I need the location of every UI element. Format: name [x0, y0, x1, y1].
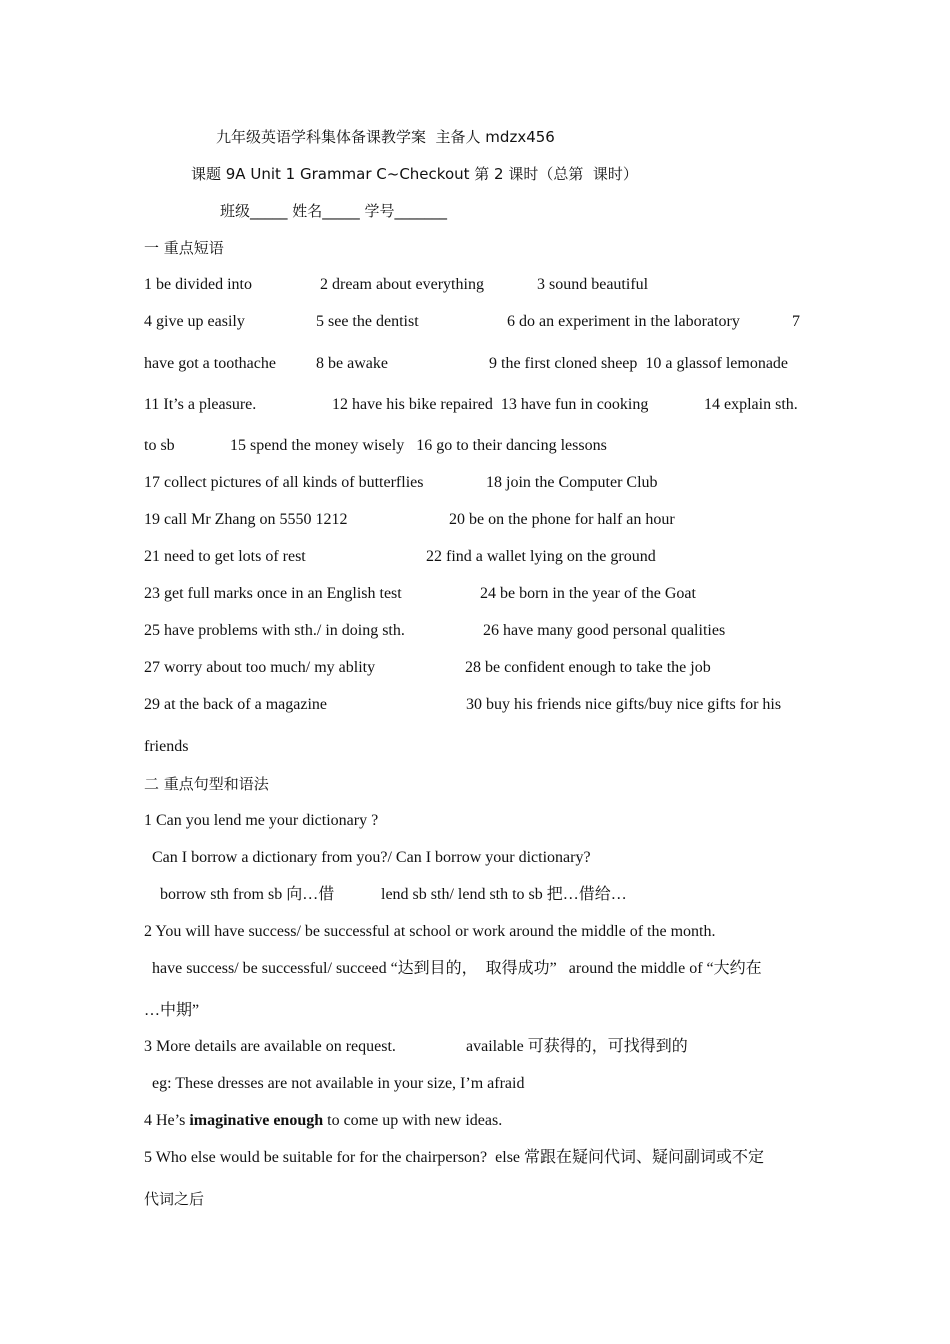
sentence-item: 3 More details are available on request. — [144, 1038, 396, 1055]
phrase-item: 5 see the dentist — [316, 313, 419, 330]
sentence-note: Can I borrow a dictionary from you?/ Can I borrow your dictionary? — [152, 849, 591, 866]
phrase-item: 24 be born in the year of the Goat — [480, 585, 696, 602]
phrase-item: have got a toothache — [144, 355, 276, 372]
phrase-item: 29 at the back of a magazine — [144, 696, 328, 713]
sentence-item: 2 You will have success/ be successful at school or work around the middle of the month. — [144, 923, 716, 940]
phrase-item: friends — [144, 738, 189, 755]
sentence-note: borrow sth from sb 向…借 — [160, 886, 335, 903]
phrase-item: 3 sound beautiful — [537, 276, 649, 293]
sentence-note: lend sb sth/ lend sth to sb 把…借给… — [381, 886, 627, 903]
sentence-example: eg: These dresses are not available in your size, I’m afraid — [152, 1075, 525, 1092]
sentence-item: 5 Who else would be suitable for for the chairperson? else 常跟在疑问代词、疑问副词或不定 — [144, 1149, 765, 1166]
phrase-item: 8 be awake — [316, 355, 388, 372]
phrase-item: 7 — [792, 313, 800, 330]
phrase-item: 22 find a wallet lying on the ground — [426, 548, 656, 565]
phrase-item: 23 get full marks once in an English test — [144, 585, 402, 602]
lesson-topic: 课题 9A Unit 1 Grammar C~Checkout 第 2 课时（总第 课时） — [191, 165, 638, 183]
phrase-item: 25 have problems with sth./ in doing sth. — [144, 622, 405, 639]
phrase-item: 15 spend the money wisely 16 go to their dancing lessons — [230, 437, 607, 454]
phrase-item: 20 be on the phone for half an hour — [449, 511, 675, 528]
sentence-note: have success/ be successful/ succeed “达到目的， 取得成功” around the middle of “大约在 — [152, 960, 762, 977]
phrase-item: 9 the first cloned sheep 10 a glassof lemonade — [489, 355, 789, 372]
phrase-item: 17 collect pictures of all kinds of butterflies — [144, 474, 424, 491]
phrase-item: 27 worry about too much/ my ablity — [144, 659, 376, 676]
phrase-item: 14 explain sth. — [704, 396, 798, 413]
doc-title: 九年级英语学科集体备课教学案 主备人 mdzx456 — [216, 128, 555, 146]
phrase-item: 1 be divided into — [144, 276, 252, 293]
sentence-item — [144, 1111, 502, 1131]
phrase-item: 2 dream about everything — [320, 276, 484, 293]
phrase-item: to sb — [144, 437, 175, 454]
phrase-item: 6 do an experiment in the laboratory — [507, 313, 740, 330]
phrase-item: 18 join the Computer Club — [486, 474, 658, 491]
phrase-item: 21 need to get lots of rest — [144, 548, 306, 565]
sentence-text: to come up with new ideas. — [323, 1112, 503, 1129]
sentence-note: 代词之后 — [144, 1190, 205, 1208]
bold-phrase: imaginative enough — [189, 1112, 324, 1129]
phrase-item: 28 be confident enough to take the job — [465, 659, 711, 676]
sentence-item: 1 Can you lend me your dictionary ? — [144, 812, 379, 829]
sentence-note: …中期” — [144, 1002, 200, 1019]
section-heading-sentences: 二 重点句型和语法 — [144, 775, 269, 793]
sentence-text: 4 He’s — [144, 1112, 190, 1129]
phrase-item: 30 buy his friends nice gifts/buy nice gifts for his — [466, 696, 782, 713]
phrase-item: 4 give up easily — [144, 313, 245, 330]
phrase-item: 11 It’s a pleasure. — [144, 396, 257, 413]
sentence-note: available 可获得的，可找得到的 — [466, 1038, 688, 1055]
phrase-item: 12 have his bike repaired 13 have fun in cooking — [332, 396, 649, 413]
phrase-item: 19 call Mr Zhang on 5550 1212 — [144, 511, 348, 528]
section-heading-phrases: 一 重点短语 — [144, 239, 224, 257]
phrase-item: 26 have many good personal qualities — [483, 622, 726, 639]
student-info-line: 班级_____ 姓名_____ 学号_______ — [220, 202, 448, 220]
